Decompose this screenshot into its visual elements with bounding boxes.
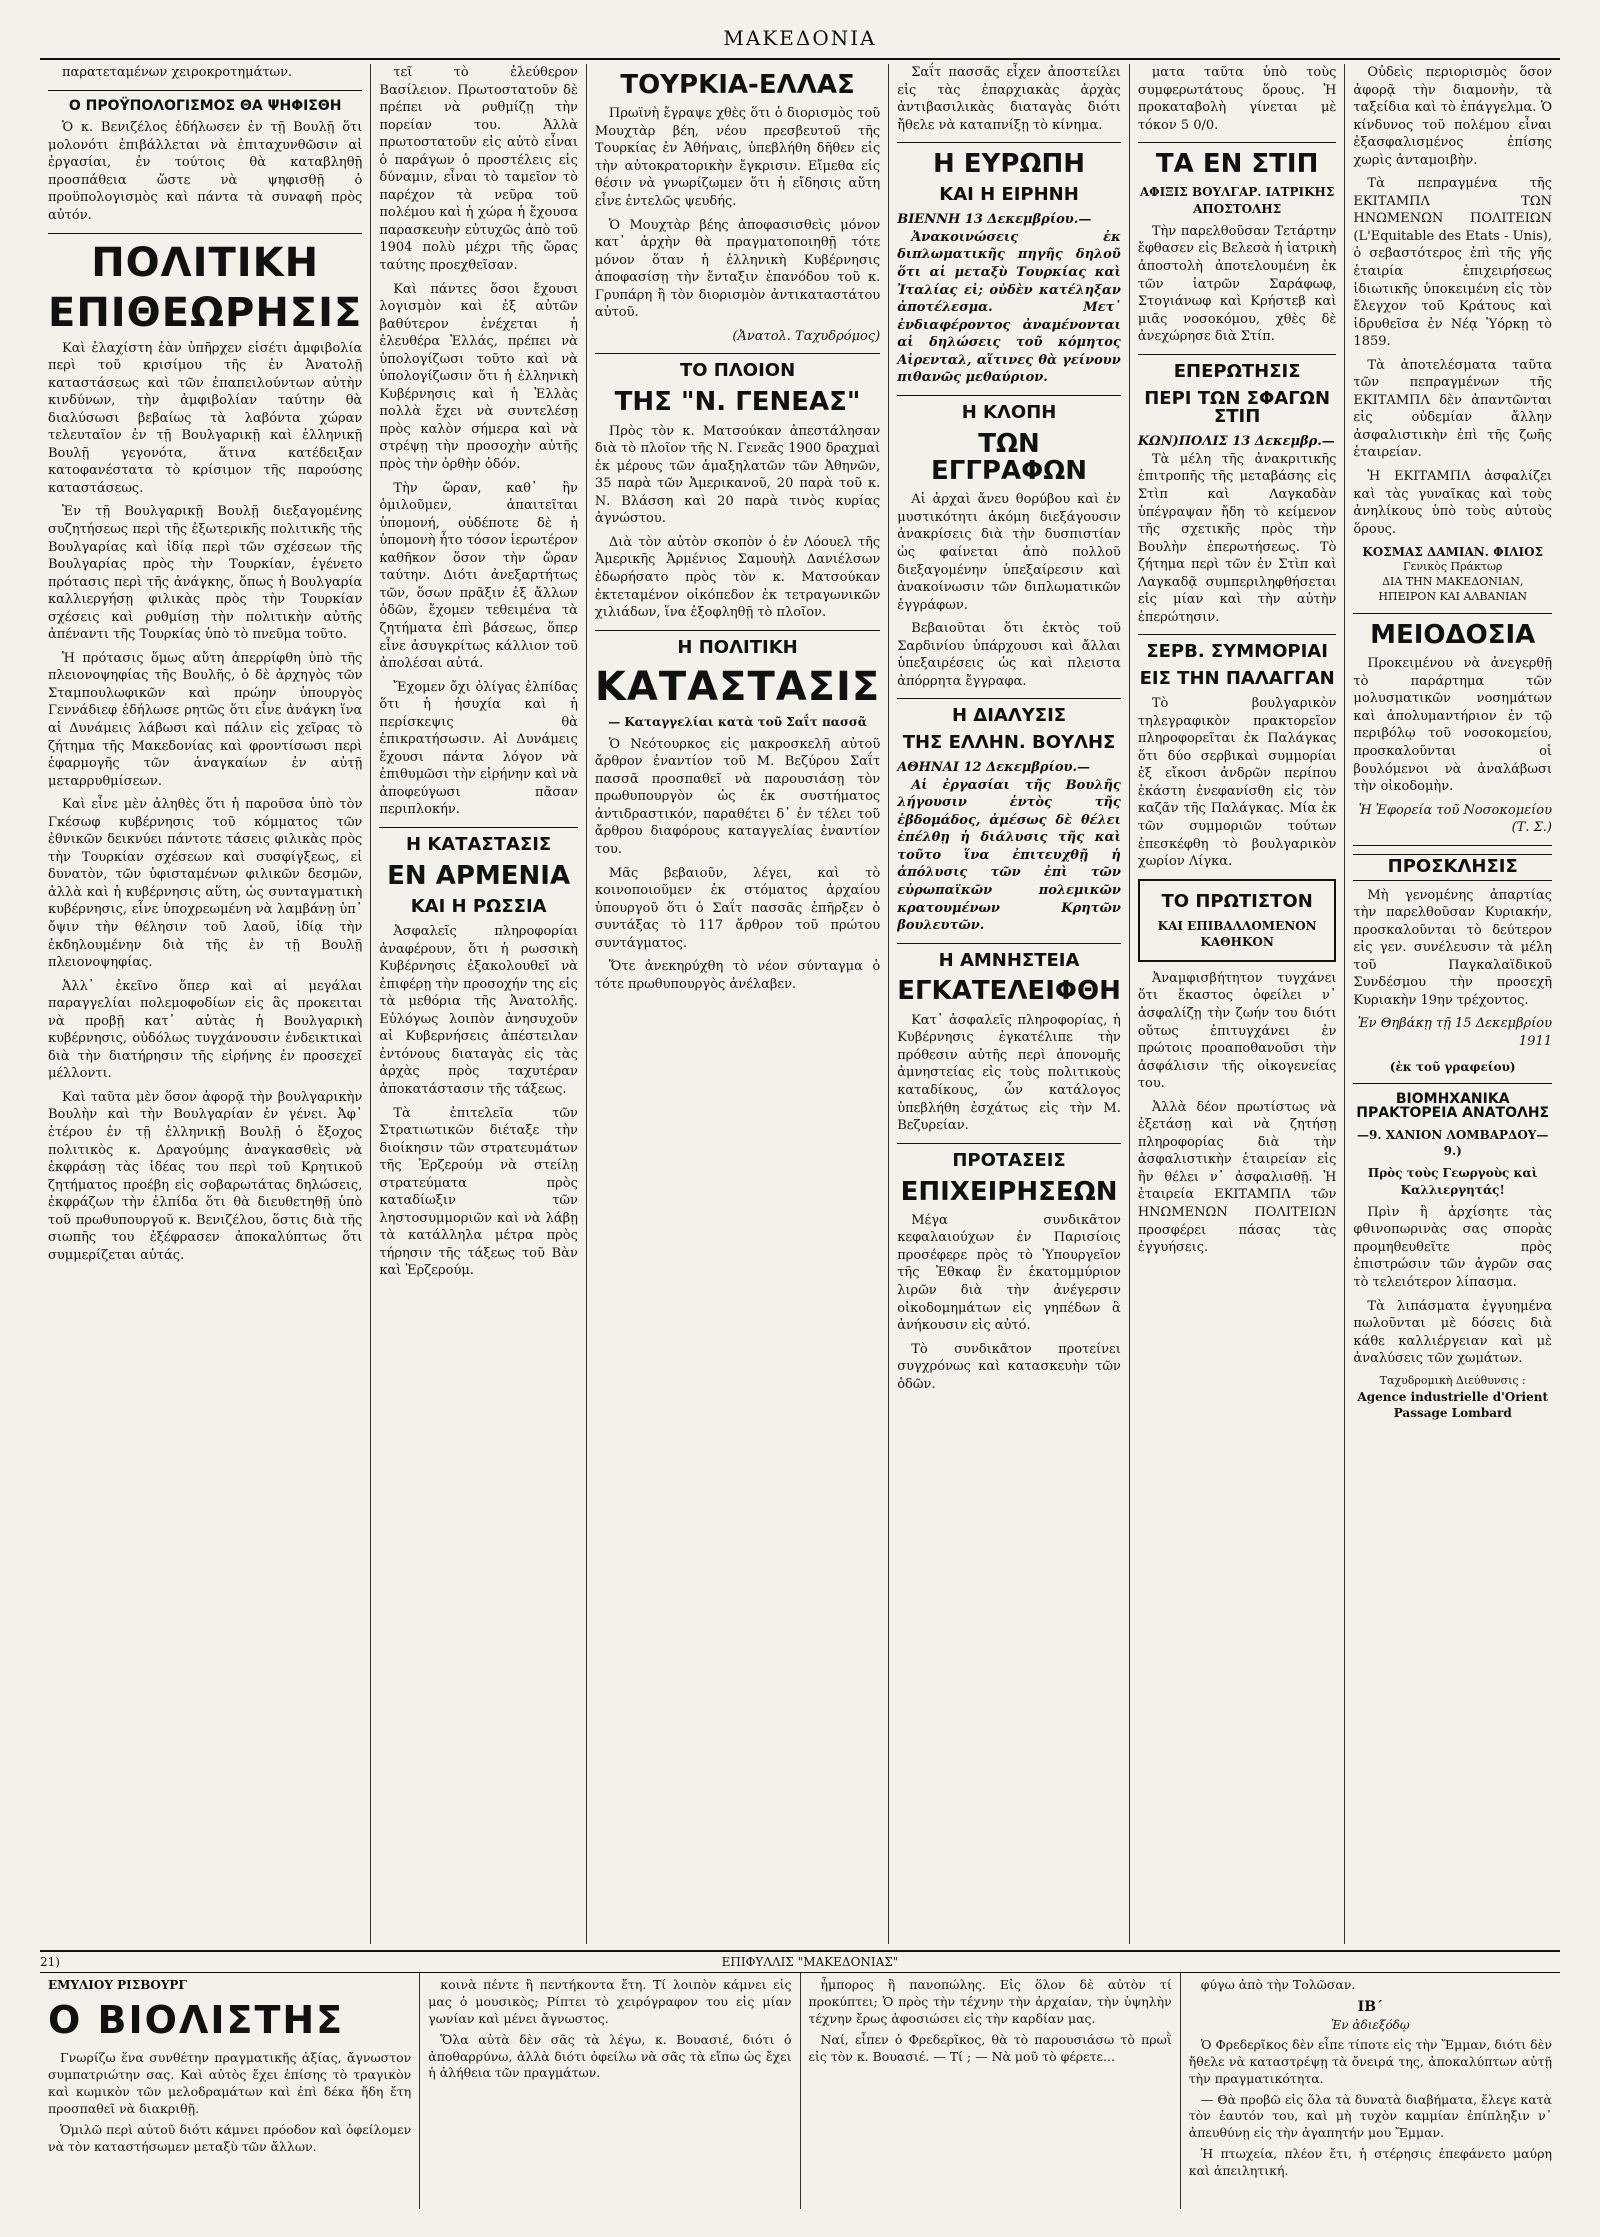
- armenia-headline-1: Η ΚΑΤΑΣΤΑΣΙΣ: [406, 833, 552, 855]
- agent-title: Γενικὸς Πράκτωρ: [1403, 560, 1503, 574]
- duty-headline-2: ΚΑΙ ΕΠΙΒΑΛΛΟΜΕΝΟΝ ΚΑΘΗΚΟΝ: [1157, 918, 1317, 949]
- review-paragraph: Ἡ πρότασις ὅμως αὕτη ἀπερρίφθη ὑπὸ τῆς πλειονοψηφίας τῆς Βουλῆς, ὁ δὲ ἀρχηγὸς τῶν Σταμπουλωφικῶν καὶ πρώην ὑπουργὸς Γεννάδιεφ ἐδήλωσε ρητῶς ὅτι εἶνε ἀνάγκη ἵνα αἱ Δυνάμεις λάβωσι καὶ πάλιν εἰς χεῖρας τὸ ζήτημα τῆς Μακεδονίας καὶ φροντίσωσι περὶ ἐφαρμογῆς τῶν ἀναγκαίων ἐν αὐτῇ μεταρρυθμίσεων.: [48, 650, 363, 789]
- article-paragraph: Τὸ συνδικᾶτον προτείνει συγχρόνως καὶ κατασκευὴν τῶν ὁδῶν.: [897, 1341, 1121, 1392]
- article-paragraph: Μέγα συνδικᾶτον κεφαλαιούχων ἐν Παρισίοις προσέφερε πρὸς τὸ Ὑπουργεῖον τῆς Ἐθκαφ ἓν ἑκατομμύριον λιρῶν διὰ τὴν ἀνέγερσιν οἰκοδομημάτων εἰς γηπέδων ἃ ἀνήκουσιν εἰς αὐτό.: [897, 1212, 1121, 1334]
- article-paragraph: Καὶ πάντες ὅσοι ἔχουσι λογισμὸν καὶ ἐξ αὐτῶν βαθύτερον ἐνέχεται ἡ ἐλευθέρα Ἑλλάς, πρέπει νὰ ὑπολογίζωσι τοῦτο καὶ νὰ ὑπολογίζωσιν ὅτι ἡ ἑλληνικὴ Κυβέρνησις καὶ ἡ Ἑλλὰς πολλὰ ἔχει νὰ συντελέσῃ πρὸς καλὸν σήμερα καὶ νὰ στρέψῃ τὴν προσοχὴν αὐτῆς πρὸς τὴν ὀρθὴν ὁδόν.: [379, 281, 578, 473]
- theft-headline-2: ΤΩΝ ΕΓΓΡΑΦΩΝ: [931, 428, 1088, 487]
- turkey-greece-headline: ΤΟΥΡΚΙΑ-ΕΛΛΑΣ: [620, 70, 855, 100]
- ad-paragraph: Τὰ λιπάσματα ἐγγυημένα πωλοῦνται μὲ δόσεις διὰ κάθε καλλιέργειαν καὶ μὲ ἀναλύσεις τῶν χωμάτων.: [1353, 1298, 1552, 1367]
- divider: [1138, 142, 1337, 143]
- postal-label: Ταχυδρομικὴ Διεύθυνσις :: [1379, 1373, 1526, 1387]
- serial-issue: 21): [40, 1955, 60, 1969]
- agency-headline: ΒΙΟΜΗΧΑΝΙΚΑ ΠΡΑΚΤΟΡΕΙΑ ΑΝΑΤΟΛΗΣ: [1356, 1090, 1550, 1122]
- article-paragraph: Ἀσφαλεῖς πληροφορίαι ἀναφέρουν, ὅτι ἡ ρωσσικὴ Κυβέρνησις ἐξακολουθεῖ νὰ ἐπιφέρῃ τὴν προσοχήν της εἰς τὰ μεθόρια τῆς Ἀνατολῆς. Εὐλόγως λοιπὸν ἀνησυχοῦν αἱ Κυβερνήσεις ἀπέστειλαν ἐντόνους διαταγὰς εἰς τὰς ἀρχὰς πρὸς ταχυτέραν ἀποκατάστασιν τῆς τάξεως.: [379, 924, 578, 1097]
- column-1: [40, 64, 371, 1944]
- serial-paragraph: φύγω ἀπὸ τὴν Τολῶσαν.: [1200, 1977, 1356, 1992]
- agent-name: ΚΟΣΜΑΣ ΔΑΜΙΑΝ. ΦΙΛΙΟΣ: [1362, 545, 1544, 560]
- text-fragment: παρατεταμένων χειροκροτημάτων.: [62, 65, 293, 80]
- serial-title: Ο ΒΙΟΛΙΣΤΗΣ: [48, 1998, 345, 2043]
- serial-paragraph: Γνωρίζω ἕνα συνθέτην πραγματικῆς ἀξίας, ἄγνωστον συμπατριώτην σας. Καὶ αὐτὸς ἔχει ἐπίσης τὸ τραγικὸν καὶ κωμικὸν τῶν μελοδραμάτων καὶ ἐπὶ δέκα ἤδη ἔτη προσπαθεῖ νὰ διακριθῇ.: [48, 2050, 412, 2117]
- article-paragraph: Αἱ ἐργασίαι τῆς Βουλῆς λήγουσιν ἐντὸς τῆς ἑβδομάδος, ἀμέσως δὲ θέλει ἐπέλθῃ ἡ διάλυσις τῆς καὶ τοῦτο ἵνα ἐπιτευχθῇ ἡ ἀπόλυσις τῶν ἐπὶ τῶν εὐρωπαϊκῶν πολεμικῶν κρατουμένων Κρητῶν βουλευτῶν.: [897, 777, 1121, 934]
- amnesty-headline-1: Η ΑΜΝΗΣΤΕΙΑ: [938, 949, 1080, 971]
- divider: [595, 630, 880, 631]
- proposals-headline-1: ΠΡΟΤΑΣΕΙΣ: [952, 1149, 1066, 1171]
- chapter-title: Ἐν ἀδιεξόδῳ: [1331, 2017, 1410, 2032]
- serial-paragraph: Ὅλα αὐτὰ δὲν σᾶς τὰ λέγω, κ. Βουασιέ, διότι ὁ ἀποθαρρύνω, ἀλλὰ διότι ὀφείλω νὰ σᾶς τὰ εἴπω ὡς ἔχει ἡ ἀλήθεια τῶν πραγμάτων.: [428, 2031, 792, 2081]
- duty-headline-1: ΤΟ ΠΡΩΤΙΣΤΟΝ: [1161, 890, 1313, 912]
- serial-paragraph: Ναί, εἶπεν ὁ Φρεδερῖκος, θὰ τὸ παρουσιάσω τὸ πρωῒ εἰς τὸν κ. Βουασιέ. — Τί ; — Νὰ μοῦ τὸ φέρετε...: [808, 2031, 1172, 2064]
- armenia-headline-3: ΚΑΙ Η ΡΩΣΣΙΑ: [410, 896, 547, 918]
- political-review-headline-2: ΕΠΙΘΕΩΡΗΣΙΣ: [48, 289, 363, 336]
- notice-paragraph: Μὴ γενομένης ἀπαρτίας τὴν παρελθοῦσαν Κυριακήν, προσκαλοῦνται τὸ δεύτερον εἰς γεν. συνέλευσιν τὰ μέλη τοῦ Παγκαλαϊδικοῦ Συνδέσμου τὴν προσεχῆ Κυριακὴν 19ην τρέχοντος.: [1353, 887, 1552, 1008]
- postal-address-1: Agence industrielle d'Orient: [1357, 1389, 1549, 1404]
- farmers-headline: Πρὸς τοὺς Γεωργοὺς καὶ Καλλιεργητάς!: [1367, 1166, 1538, 1197]
- notice-paragraph: Προκειμένου νὰ ἀνεγερθῇ τὸ παράρτημα τῶν μολυσματικῶν νοσημάτων καὶ ἀπολυμαντήριον ἐν τῷ περιβόλῳ τοῦ νοσοκομείου, προσκαλοῦνται οἱ βουλόμενοι νὰ ἀναλάβωσι τὴν οἰκοδομὴν.: [1353, 656, 1552, 795]
- masthead: [40, 18, 1560, 60]
- column-2: [371, 64, 587, 1944]
- ship-headline-2: ΤΗΣ "Ν. ΓΕΝΕΑΣ": [614, 387, 861, 418]
- amnesty-headline-2: ΕΓΚΑΤΕΛΕΙΦΘΗ: [897, 976, 1121, 1007]
- serial-author: ΕΜΥΛΙΟΥ ΡΙΣΒΟΥΡΓ: [48, 1978, 187, 1992]
- review-paragraph: Καὶ ταῦτα μὲν ὅσον ἀφορᾷ τὴν βουλγαρικὴν Βουλὴν καὶ τὴν Βουλγαρίαν ἐν γένει. Ἀφ᾽ ἑτέρου ἐν τῇ ἑλληνικῇ Βουλῇ ὁ ἔξοχος πολιτικὸς κ. Δραγούμης ἀναγκασθεὶς νὰ ἐκφράσῃ τὰς ἰδέας του περὶ τοῦ Κρητικοῦ ζητήματος προέβη εἰς σοβαρωτάτας δηλώσεις, ἐκφράζων τὴν ἐλπίδα ὅτι θὰ διευθετηθῇ ὑπὸ τοῦ πρωθυπουργοῦ κ. Βενιζέλου, ὅστις διὰ τῆς σιωπῆς του ἐξέφρασεν ἀποκαλύπτως ὅτι συμμερίζεται αὐτάς.: [48, 1089, 363, 1263]
- proposals-headline-2: ΕΠΙΧΕΙΡΗΣΕΩΝ: [900, 1176, 1118, 1207]
- review-paragraph: Ἀλλ᾽ ἐκεῖνο ὅπερ καὶ αἱ μεγάλαι παραγγελίαι πολεμοφοδίων εἰς ἃς προκειται νὰ προβῇ κατ᾽ αὐτὰς ἡ Βουλγαρικὴ κυβέρνησις, οὐδόλως τυγχάνουσιν ἐνδεικτικαὶ διὰ τὴν διατήρησιν τῆς εἰρήνης ἐν προσεχεῖ μέλλοντι.: [48, 978, 363, 1082]
- budget-headline: Ο ΠΡΟΫΠΟΛΟΓΙΣΜΟΣ ΘΑ ΨΗΦΙΣΘΗ: [68, 97, 342, 114]
- column-5: [1130, 64, 1346, 1944]
- europe-headline-1: Η ΕΥΡΩΠΗ: [932, 149, 1086, 180]
- armenia-headline-2: ΕΝ ΑΡΜΕΝΙΑ: [387, 860, 571, 891]
- politics-subheadline: — Καταγγελίαι κατὰ τοῦ Σαΐτ πασσᾶ: [608, 714, 867, 729]
- serial-column-4: [1181, 1973, 1560, 2209]
- divider: [897, 395, 1121, 396]
- serial-column-3: [801, 1973, 1181, 2209]
- column-6: [1345, 64, 1560, 1944]
- article-paragraph: ματα ταῦτα ὑπὸ τοὺς συμφερωτάτους ὅρους. Ἡ προκαταβολὴ γίνεται μὲ τόκον 5 0/0.: [1137, 65, 1337, 133]
- divider: [897, 943, 1121, 944]
- serial-paragraph: Ὁ Φρεδερῖκος δὲν εἶπε τίποτε εἰς τὴν Ἔμμαν, διότι δὲν ἤθελε νὰ καταστρέψῃ τὰ ὄνειρά της, ἀποκαλύπτων αὐτῇ τὴν πραγματικότητα.: [1188, 2036, 1552, 2086]
- divider: [48, 90, 362, 91]
- stip-headline: ΤΑ ΕΝ ΣΤΙΠ: [1155, 149, 1319, 180]
- budget-text: Ὁ κ. Βενιζέλος ἐδήλωσεν ἐν τῇ Βουλῇ ὅτι μολονότι ἐπιβάλλεται νὰ ἐπιταχυνθῶσιν αἱ ἐργασίαι, ἐν τούτοις θὰ καταβληθῇ προσπάθεια ὥστε νὰ ψηφισθῇ ὁ προϋπολογισμὸς καὶ πάντα τὰ συναφῆ πρὸς αὐτόν.: [48, 120, 363, 223]
- article-paragraph: Μᾶς βεβαιοῦν, λέγει, καὶ τὸ κοινοποιοῦμεν ἐκ στόματος ἀρχαίου ὑπουργοῦ ὅτι ὁ Σαΐτ πασσᾶς ἐπῆρξεν ὁ συντάξας τὸ 117 ἄρθρον τοῦ πρώτου συντάγματος.: [594, 865, 881, 951]
- article-paragraph: Πρὸς τὸν κ. Ματσούκαν ἀπεστάλησαν διὰ τὸ πλοῖον τῆς Ν. Γενεᾶς 1900 δραχμαὶ ἐκ μέρους τῶν ἁμαξηλατῶν τῶν Ἀθηνῶν, 35 παρὰ τῶν Ἀμερικανοῦ, 20 παρὰ τοῦ κ. Ν. Βλάσση καὶ 20 παρὰ τινὸς κυρίας ἀγνώστου.: [594, 423, 881, 527]
- divider: [1353, 845, 1552, 846]
- divider: [379, 827, 578, 828]
- article-paragraph: Ἀλλὰ δέον πρωτίστως νὰ ἐξετάσῃ καὶ νὰ ζητήσῃ πληροφορίας διὰ τὴν ἀσφαλιστικὴν ἑταιρείαν εἰς ἣν θέλει ν᾽ ἀσφαλισθῇ. Ἡ ἑταιρεία ΕΚΙΤΑΜΠΛ τῶν ΗΝΩΜΕΝΩΝ ΠΟΛΙΤΕΙΩΝ προσφέρει πάσας τὰς ἐγγυήσεις.: [1137, 1099, 1337, 1256]
- divider: [48, 233, 362, 234]
- divider: [1353, 1083, 1552, 1084]
- serial-paragraph: — Θὰ προβῶ εἰς ὅλα τὰ δυνατὰ διαβήματα, ἔλεγε κατὰ τὸν ἑαυτόν του, καὶ μὴ τυχὸν καμμίαν ἐπίπληξιν ν᾽ ἀπευθύνῃ εἰς τὴν ἀγαπητήν μου Ἔμμαν.: [1188, 2091, 1552, 2141]
- article-paragraph: Ὅτε ἀνεκηρύχθη τὸ νέον σύνταγμα ὁ τότε πρωθυπουργὸς ἀνέλαβεν.: [594, 959, 881, 992]
- article-columns: [40, 64, 1560, 1944]
- divider: [1138, 634, 1337, 635]
- interpellation-headline-1: ΕΠΕΡΩΤΗΣΙΣ: [1173, 360, 1301, 382]
- article-paragraph: Πρωϊνὴ ἔγραψε χθὲς ὅτι ὁ διορισμὸς τοῦ Μουχτὰρ βέη, νέου πρεσβευτοῦ τῆς Τουρκίας ἐν Ἀθήναις, ὑπεβλήθη δῆθεν εἰς τὴν αὐτοκρατορικὴν ἔγκρισιν. Εἴμεθα εἰς θέσιν νὰ γνωρίζωμεν ὅτι ἡ εἴδησις αὕτη εἶνε ἐντελῶς ψευδής.: [594, 106, 881, 210]
- article-paragraph: Ἀναμφισβήτητον τυγχάνει ὅτι ἕκαστος ὀφείλει ν᾽ ἀσφαλίζῃ τὴν ζωήν του διότι οὕτως ἐπιτυγχάνει ἐν πρώτοις προαποθανοῦσι τὴν ἀσφάλισιν τῆς οἰκογενείας του.: [1137, 970, 1337, 1092]
- article-paragraph: Διὰ τὸν αὐτὸν σκοπὸν ὁ ἐν Λόουελ τῆς Ἀμερικῆς Ἀρμένιος Σαμουὴλ Δανιέλσων ἐδωρήσατο πρὸς τὸν κ. Ματσούκαν ἐκτεταμένον οἰκόπεδον ἐκ τετραγωνικῶν χιλιάδων, ἵνα ἐξοφληθῇ τὸ πλοῖον.: [594, 534, 881, 621]
- divider: [897, 142, 1121, 143]
- serial-column-1: [40, 1973, 420, 2209]
- invitation-headline: ΠΡΟΣΚΛΗΣΙΣ: [1353, 854, 1552, 881]
- notice-office: (ἐκ τοῦ γραφείου): [1389, 1059, 1516, 1074]
- source-credit: (Ἀνατολ. Ταχυδρόμος): [732, 328, 881, 344]
- review-paragraph: Καὶ ἐλαχίστη ἐὰν ὑπῆρχεν εἰσέτι ἀμφιβολία περὶ τοῦ κρισίμου τῆς ἐν Ἀνατολῇ καταστάσεως καὶ τῶν ἐπαπειλούντων αὐτὴν κινδύνων, τὴν ἀμφιβολίαν ταύτην θὰ διαλύσωσι βεβαίως τὰ λαβόντα χώραν τελευταῖον ἐν τῇ Βουλγαρικῇ καὶ ἑλληνικῇ Βουλῇ γεγονότα, ἅτινα κατέδειξαν κατοφανέστατα τὸ κρίσιμον τῆς παρούσης καταστάσεως.: [48, 340, 363, 496]
- article-paragraph: Τὸ βουλγαρικὸν τηλεγραφικὸν πρακτορεῖον πληροφορεῖται ἐκ Παλάγκας ὅτι δύο σερβικαὶ συμμορίαι ἐξ εἴκοσι ἀνδρῶν περίπου ἑκάστη ἐνεφανίσθη εἰς τὸν καζᾶν τῆς Παλάγκας. Μία ἐκ τῶν συμμοριῶν τούτων ἐπεσκέφθη τὸ βουλγαρικὸν χωρίον Λίγκα.: [1137, 696, 1337, 870]
- serb-bands-headline-2: ΕΙΣ ΤΗΝ ΠΑΛΑΓΓΑΝ: [1139, 668, 1335, 690]
- chapter-number: ΙΒ΄: [1357, 1998, 1384, 2015]
- divider: [1138, 354, 1337, 355]
- ad-paragraph: Τὰ πεπραγμένα τῆς ΕΚΙΤΑΜΠΛ ΤΩΝ ΗΝΩΜΕΝΩΝ ΠΟΛΙΤΕΙΩΝ (L'Equitable des Etats - Unis), ὁ σεβαστότερος ἐπὶ τῆς γῆς ἑταιρία ἐπιχειρήσεως ἰδιωτικῆς ὑποκειμένη εἰς τὸν ἔλεγχον τοῦ Κράτους καὶ ἱδρυθεῖσα ἐν Νέᾳ Ὑόρκῃ τὸ 1859.: [1353, 176, 1552, 350]
- article-paragraph: Ἔχομεν ὄχι ὀλίγας ἐλπίδας ὅτι ἡ ἡσυχία καὶ ἡ περίσκεψις θὰ ἐπικρατήσωσιν. Αἱ Δυνάμεις ἔχουσι πάντα λόγον νὰ ἐπιθυμῶσι τὴν εἰρήνην καὶ νὰ ἀποφεύγωσι πᾶσαν περιπλοκήν.: [379, 679, 578, 818]
- article-paragraph: Αἱ ἀρχαὶ ἄνευ θορύβου καὶ ἐν μυστικότητι ἀκόμη διεξάγουσιν ἀνακρίσεις διὰ τὴν δυσπιστίαν ὡς φαίνεται ἀπὸ πολλοῦ διεξαγομένην ὑπεξαίρεσιν καὶ ἀνακοίνωσιν τῶν διπλωματικῶν ἐγγράφων.: [897, 492, 1121, 613]
- article-paragraph: Τὰ ἐπιτελεῖα τῶν Στρατιωτικῶν διέταξε τὴν διοίκησιν τῶν στρατευμάτων τῆς Ἐρζερούμ νὰ στείλῃ στρατεύματα πρὸς καταδίωξιν τῶν ληστοσυμμοριῶν καὶ νὰ λάβῃ τὰ κατάλληλα μέτρα πρὸς τήρησιν τῆς τάξεως τοῦ Βὰν καὶ Ἐρζερούμ.: [379, 1105, 578, 1279]
- politics-headline-2: ΚΑΤΑΣΤΑΣΙΣ: [594, 663, 881, 710]
- article-paragraph: Τὰ μέλη τῆς ἀνακριτικῆς ἐπιτροπῆς τῆς μεταβάσης εἰς Στὶπ καὶ Λαγκαδὰν ὑπέγραψαν ἤδη τὸ κείμενον τῆς σχετικῆς πρὸς τὴν Βουλὴν ἐπερωτήσεως. Τὸ ζήτημα περὶ τῶν ἐν Στὶπ καὶ Λαγκαδᾷ συμπεριληφθήσεται εἰς μίαν καὶ τὴν αὐτὴν ἐπερώτησιν.: [1137, 451, 1337, 625]
- serial-paragraph: ἦμπορος ἢ πανοπώλης. Εἰς ὅλον δὲ αὐτὸν τί προκύπτει; Ὁ πρὸς τὴν τέχνην τὴν ἀρχαίαν, τὴν ὑψηλὴν τέχνην ἔρως ἀφοσιώσει εἰς τὴν καρδίαν μας.: [808, 1977, 1172, 2026]
- newspaper-title: ΜΑΚΕΔΟΝΙΑ: [723, 26, 877, 50]
- review-paragraph: Ἐν τῇ Βουλγαρικῇ Βουλῇ διεξαγομένης συζητήσεως περὶ τῆς ἐξωτερικῆς πολιτικῆς τῆς Βουλγαρίας καὶ ἰδίᾳ περὶ τῶν σχέσεων τῆς Βουλγαρίας πρὸς τὴν Τουρκίαν, ἐγένετο πρότασις περὶ τῆς ἀνάγκης, ὅπως ἡ Βουλγαρία καλλιεργήσῃ φιλικὰς πρὸς τὴν Τουρκίαν σχέσεις καὶ ρυθμίσῃ τὴν πολιτικὴν αὐτῆς ἀπέναντι τῆς Τουρκίας ὑπὸ τὸ πνεῦμα τοῦτο.: [48, 504, 363, 643]
- serial-paragraph: κοινὰ πέντε ἢ πεντήκοντα ἔτη. Τί λοιπὸν κάμνει εἰς μας ὁ μουσικὸς; Ρίπτει τὸ χειρόγραφον του εἰς μίαν γωνίαν καὶ μένει ἄγνωστος.: [428, 1977, 792, 2026]
- stip-subheadline: ΑΦΙΞΙΣ ΒΟΥΛΓΑΡ. ΙΑΤΡΙΚΗΣ ΑΠΟΣΤΟΛΗΣ: [1139, 185, 1335, 216]
- dateline: ΑΘΗΝΑΙ 12 Δεκεμβρίου.—: [897, 760, 1091, 776]
- serial-column-2: [420, 1973, 800, 2209]
- divider: [595, 353, 880, 354]
- article-paragraph: Τὴν παρελθοῦσαν Τετάρτην ἔφθασεν εἰς Βελεσὰ ἡ ἰατρικὴ ἀποστολὴ ἀποτελουμένη ἐκ τῶν ἰατρῶν Σαράφωφ, Στογιάνωφ καὶ Κρήστεβ καὶ μιᾶς νοσοκόμου, χθὲς δὲ ἀνεχώρησε διὰ Στίπ.: [1137, 223, 1337, 345]
- politics-headline-1: Η ΠΟΛΙΤΙΚΗ: [677, 636, 798, 658]
- article-paragraph: Βεβαιοῦται ὅτι ἐκτὸς τοῦ Σαρδινίου ὑπάρχουσι καὶ ἄλλαι ὑπεξαιρέσεις ὡς καὶ πλειστα ἀπόρρητα ἔγγραφα.: [897, 621, 1121, 689]
- dateline: ΚΩΝ)ΠΟΛΙΣ 13 Δεκεμβρ.—: [1137, 434, 1335, 450]
- ad-paragraph: Πρὶν ἢ ἀρχίσητε τὰς φθινοπωρινὰς σας σπορὰς προμηθευθεῖτε πρὸς ἐπιστρώσιν τῶν ἀγρῶν σας τὸ τελειότερον λίπασμα.: [1353, 1204, 1552, 1291]
- ship-headline-1: ΤΟ ΠΛΟΙΟΝ: [679, 360, 796, 382]
- article-paragraph: Ὁ Νεότουρκος εἰς μακροσκελῆ αὐτοῦ ἄρθρον ἐναντίον τοῦ Μ. Βεζύρου Σαΐτ πασσᾶ προσπαθεῖ νὰ παρουσιάσῃ τὸν πρωθυπουργὸν ὡς ἐκ συστήματος ἀντιδραστικόν, παραθέτει δ᾽ ἐν τέλει τοῦ ἄρθρου διαφόρους καταγγελίας ἐναντίον του.: [594, 736, 881, 857]
- article-paragraph: Σαΐτ πασσᾶς εἶχεν ἀποστείλει εἰς τὰς ἐπαρχιακὰς ἀρχὰς ἀντιβασιλικὰς διαταγὰς διότι ἤθελε νὰ καταπνίξῃ τὸ κίνημα.: [897, 65, 1121, 133]
- serial-header: [40, 1952, 1560, 1973]
- serial-label: ΕΠΙΦΥΛΛΙΣ "ΜΑΚΕΔΟΝΙΑΣ": [721, 1955, 899, 1969]
- article-paragraph: Κατ᾽ ἀσφαλεῖς πληροφορίας, ἡ Κυβέρνησις ἐγκατέλιπε τὴν πρόθεσιν αὐτῆς περὶ ἀπονομῆς ἀμνηστείας εἰς τοὺς πολιτικοὺς καταδίκους, ὧν κατάλογος ὑπεβλήθη ἐσχάτως εἰς τὴν Μ. Βεζυρείαν.: [897, 1012, 1121, 1134]
- agency-address: —9. ΧΑΝΙΟΝ ΛΟΜΒΑΡΔΟΥ—9.): [1357, 1128, 1549, 1159]
- serial-paragraph: Ὁμιλῶ περὶ αὐτοῦ διότι κάμνει πρόοδον καὶ ὀφείλομεν νὰ τὸν καταστήσωμεν μεταξὺ τῶν ἄλλων.: [48, 2121, 412, 2154]
- article-paragraph: Ὁ Μουχτὰρ βέης ἀποφασισθεὶς μόνον κατ᾽ ἀρχὴν θὰ πραγματοποιηθῇ τότε μόνον ὅταν ἡ ἑλληνικὴ Κυβέρνησις ἀποφασίσῃ τὴν ἔνταξιν ἐπανόδου τοῦ κ. Γρυπάρη ἢ τὸν διορισμὸν ἀντικαταστάτου αὐτοῦ.: [594, 217, 881, 321]
- agent-region: ΔΙΑ ΤΗΝ ΜΑΚΕΔΟΝΙΑΝ, ΗΠΕΙΡΟΝ ΚΑΙ ΑΛΒΑΝΙΑΝ: [1378, 575, 1527, 604]
- serial-columns: [40, 1973, 1560, 2209]
- political-review-headline-1: ΠΟΛΙΤΙΚΗ: [91, 239, 320, 286]
- ad-paragraph: Οὐδεὶς περιορισμὸς ὅσον ἀφορᾷ τὴν διαμονὴν, τὰ ταξείδια καὶ τὸ ἐπάγγελμα. Ὁ κίνδυνος τοῦ πολέμου εἶναι ἐξασφαλισμένος ἐπίσης χωρὶς ἀνταμοιβὴν.: [1353, 65, 1552, 168]
- postal-address-2: Passage Lombard: [1393, 1405, 1512, 1420]
- divider: [897, 1143, 1121, 1144]
- article-paragraph: Ἀνακοινώσεις ἐκ διπλωματικῆς πηγῆς δηλοῦ ὅτι αἱ μεταξὺ Τουρκίας καὶ Ἰταλίας εἰ; οὐδὲν κατέληξαν ἀποτέλεσμα. Μετ᾽ ἐνδιαφέροντος ἀναμένονται αἱ δηλώσεις τοῦ κόμητος Αἰρενταλ, αἵτινες θὰ γείνουν πιθανῶς μεθαύριον.: [897, 229, 1121, 386]
- serial-section: [40, 1950, 1560, 2222]
- serb-bands-headline-1: ΣΕΡΒ. ΣΥΜΜΟΡΙΑΙ: [1146, 641, 1328, 663]
- dissolution-headline-2: ΤΗΣ ΕΛΛΗΝ. ΒΟΥΛΗΣ: [902, 732, 1116, 754]
- review-paragraph: Καὶ εἶνε μὲν ἀληθὲς ὅτι ἡ παροῦσα ὑπὸ τὸν Γκέσωφ κυβέρνησις τοῦ κόμματος τῶν ἐθνικῶν δεικνύει πάντοτε τάσεις φιλικὰς πρὸς τὴν Τουρκίαν σχέσεων καὶ συσφίγξεως, εἰ δυνατὸν, τῶν ὑφισταμένων φιλικῶν δεσμῶν, ἀλλὰ καὶ ἡ κυβέρνησις αὕτη, ὡς συνταγματικὴ κυβέρνησις, εἶνε ὑποχρεωμένη νὰ λαμβάνῃ ὑπ᾽ ὄψιν τὴν θέλησιν τοῦ λαοῦ, ἰδίᾳ τὴν ἐκδηλουμένην διὰ τῆς ἐν τῇ Βουλῇ πλειονοψηφίας.: [48, 797, 363, 971]
- dissolution-headline-1: Η ΔΙΑΛΥΣΙΣ: [951, 705, 1067, 727]
- article-paragraph: Τὴν ὥραν, καθ᾽ ἣν ὁμιλοῦμεν, ἀπαιτεῖται ὑπομονή, οὐδέποτε δὲ ἡ ὑπομονὴ ἦτο τόσον ἱερωτέρον καθῆκον ὅσον τὴν ὥραν ταύτην. Διότι ἀνεξαρτήτως τῶν, ὅσων πρᾶξιν ἐξ ἄλλων ὁδῶν, ἔχομεν τεθειμένα τὰ ζητήματα ἐπὶ βάσεως, ὅπερ εἶνε ἀσυγκρίτως κάλλιον τοῦ ἀπολέσαι αὐτά.: [379, 480, 578, 672]
- column-4: [889, 64, 1130, 1944]
- interpellation-headline-2: ΠΕΡΙ ΤΩΝ ΣΦΑΓΩΝ ΣΤΙΠ: [1144, 387, 1331, 428]
- divider: [897, 698, 1121, 699]
- tender-headline: ΜΕΙΟΔΟΣΙΑ: [1370, 619, 1536, 650]
- notice-date: Ἐν Θηβάκῃ τῇ 15 Δεκεμβρίου 1911: [1357, 1016, 1552, 1049]
- serial-paragraph: Ἡ πτωχεία, πλέον ἔτι, ἡ στέρησις ἐπεφάνετο μαύρη καὶ ἀπειλητική.: [1188, 2146, 1552, 2179]
- notice-signature: Ἡ Ἐφορεία τοῦ Νοσοκομείου (Τ. Σ.): [1358, 802, 1552, 836]
- article-paragraph: τεῖ τὸ ἐλεύθερον Βασίλειον. Πρωτοστατοῦν δὲ πρέπει νὰ ρυθμίζῃ τὴν πορείαν του. Ἀλλὰ πρωτοστατοῦν εἰς αὐτὸ εἶναι ὁ παράγων ὁ προστέλεις εἰς δύναμιν, εἶναι τὸ ταμεῖον τὸ παρέχον τὰ νεῦρα τοῦ πολέμου καὶ ἡ χώρα ἡ ἔχουσα παρασκευὴν εὐτυχῶς ἀπὸ τοῦ 1904 πολὺ μέχρι τῆς ὥρας ταύτης προεχθεῖσαν.: [379, 65, 578, 274]
- divider: [1353, 613, 1552, 614]
- europe-headline-2: ΚΑΙ Η ΕΙΡΗΝΗ: [939, 184, 1079, 206]
- dateline: ΒΙΕΝΝΗ 13 Δεκεμβρίου.—: [897, 212, 1092, 228]
- duty-box: [1138, 879, 1337, 962]
- ad-paragraph: Ἡ ΕΚΙΤΑΜΠΛ ἀσφαλίζει καὶ τὰς γυναῖκας καὶ τοὺς ἀνηλίκους ὑπὸ τοὺς αὐτοὺς ὅρους.: [1353, 469, 1552, 537]
- ad-paragraph: Τὰ ἀποτελέσματα ταῦτα τῶν πεπραγμένων τῆς ΕΚΙΤΑΜΠΛ δὲν ἀπαντῶνται εἰς οὐδεμίαν ἄλλην ἀσφαλιστικὴν ἐπὶ τῆς ζωῆς ἑταιρείαν.: [1353, 357, 1552, 461]
- column-3: [587, 64, 889, 1944]
- theft-headline-1: Η ΚΛΟΠΗ: [961, 401, 1057, 423]
